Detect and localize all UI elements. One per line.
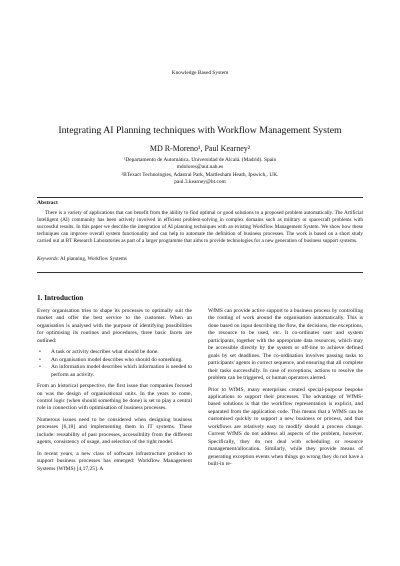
affiliation-1 [0,157,400,171]
affiliation-2 [0,172,400,186]
left-paragraph-1: Every organisation tries to shape its processes to optimally suit the market and offer the best service to the customer. When an organisation is analysed with the purpose of identifying possibilities for optimising its routines and procedures, three basic facets are outlined: [37,308,192,344]
keywords-list: : AI planning, Workflow Systems [57,256,127,262]
left-paragraph-4: In recent years, a new class of software infrastructure product to support business processes has emerged: Workflow Management Systems (WfMS) [4,17,25]. A [37,450,192,472]
keywords-label: Keywords [37,256,58,262]
right-paragraph-1: WfMS can provide active support to a business process by controlling the routing of work around the organisation automatically. This is done based on input describing the flow, the decisions, the exceptions, the resource to be used, etc. It co-ordinates user and system participants, together with the appropriate data resources, which may be accessible directly by the system or off-line to achieve defined goals by set deadlines. The co-ordination involves passing tasks to participants' agents in correct sequence, and ensuring that all complete their tasks successfully. In case of exceptions, actions to resolve the problem can be triggered, or human operators alerted. [208,308,363,382]
abstract-text: There is a variety of applications that can benefit from the ability to find optimal or good solutions to a proposed problem automatically. The Artificial Intelligent (AI) community has been actively involved in efficient problem-solving in complex domains such as military or spacecraft problems with successful results. In this paper we describe the integration of AI planning techniques with an existing Workflow Management System. We show how these techniques can improve overall system functionality and can help to automate the definition of business processes. The work is based on a short study carried out at BT Research Laboratories as part of a larger programme that aims to provide technologies for a new generation of business support systems. [37,210,363,245]
affiliation-1-line-1: ¹Departamento de Automática. Universidad de Alcalá. (Madrid). Spain [123,157,277,163]
paper-title: Integrating AI Planning techniques with Workflow Management System [58,125,342,136]
facet-item-information: • An information model describes which information is needed to perform an activity. [47,364,192,379]
running-header: Knowledge Based System [171,70,229,76]
paper-authors: MD R-Moreno¹, Paul Kearney² [149,144,251,153]
affiliation-2-line-1: ²BTexact Technologies, Adastral Park, Martlesham Heath, Ipswich,. UK. [121,172,279,178]
left-column [37,308,192,477]
right-paragraph-2: Prior to WfMS, many enterprises created special-purpose bespoke applications to support their processes. The advantage of WfMS-based solutions is that the workflow representation is explicit, and separated from the application code. This means that a WfMS can be customised quickly to support a new business or process, and that workflows are relatively easy to modify should a process change. Current WfMS do not address all aspects of the problem, however. Specifically, they do not deal with scheduling or resource management/allocation. Similarly, while they provide means of generating exception events when things go wrong they do not have a built-in re- [208,386,363,468]
section-heading-introduction: 1. Introduction [37,294,84,302]
affiliation-1-email: mdolores@aut.uah.es [176,164,224,171]
right-column [208,308,363,473]
facet-list [37,349,192,379]
abstract-bottom-rule [37,272,363,273]
abstract-top-rule [37,197,363,198]
left-paragraph-2: From an historical perspective, the first issue that companies focused on was the design of organisational units. In the years to come, control logic (when should something be done) is set to play a central role in connection with optimisation of business processes. [37,383,192,412]
affiliation-2-email: paul.3.kearney@bt.com [174,179,226,186]
abstract-heading: Abstract [37,200,58,206]
left-paragraph-3: Numerous issues need to be considered when designing business processes [6,18] and implementing them in IT systems. These include: reusability of past processes, accessibility from the different agents, consistency of usage, and selection of the right model. [37,416,192,446]
facet-item-task: • A task or activity describes what should be done. [47,349,192,356]
keywords [37,256,363,262]
facet-item-organisation: • An organisation model describes who should do something. [47,357,192,364]
